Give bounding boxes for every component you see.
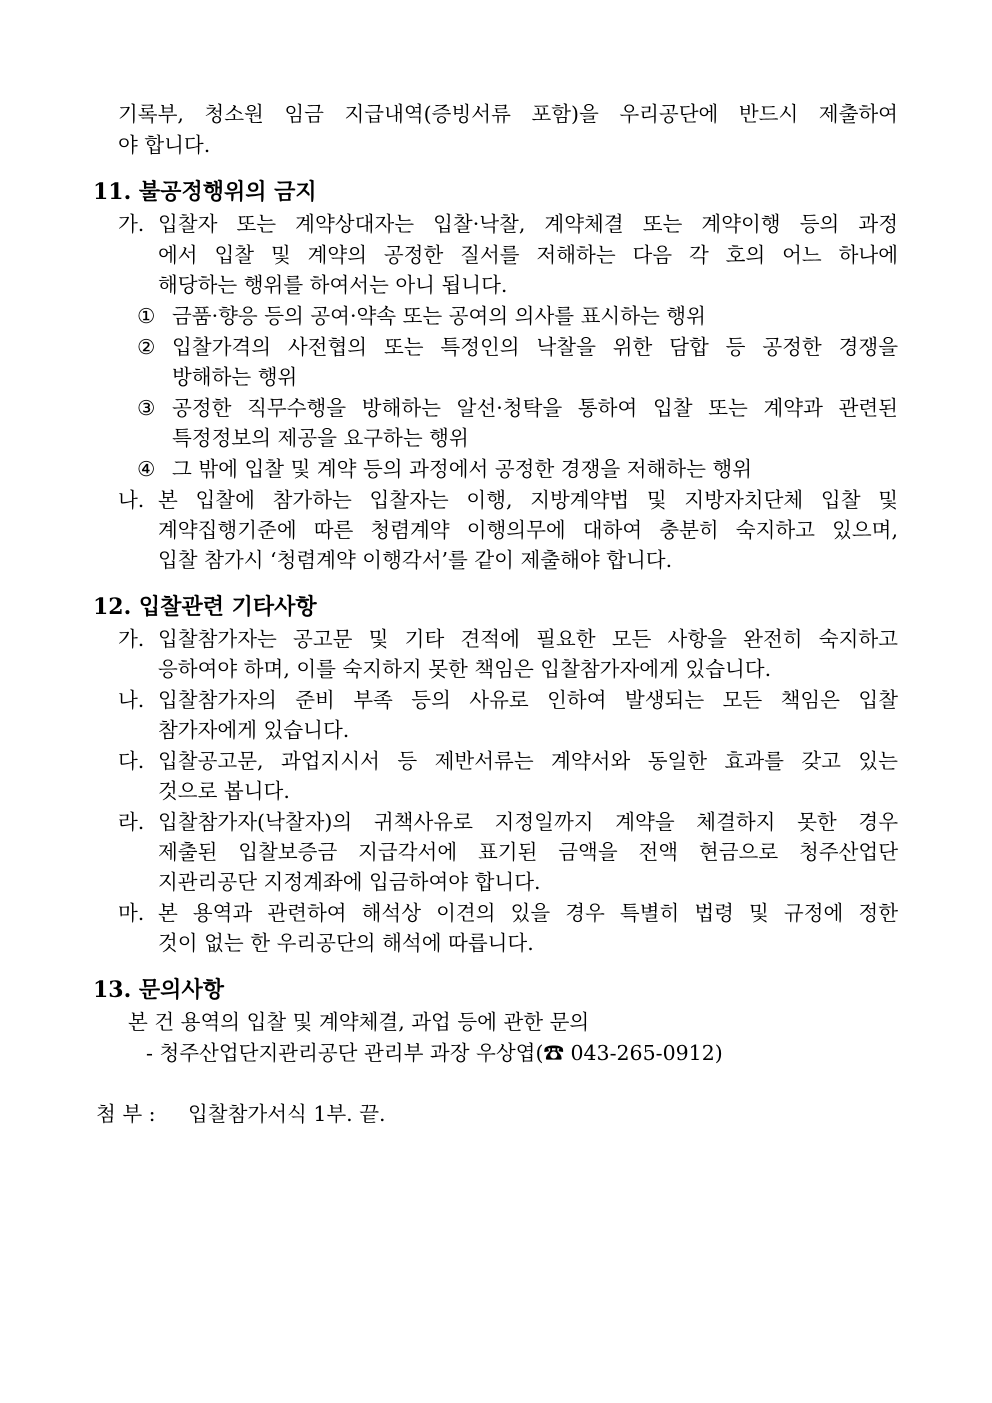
s12-da-line-1: 입찰공고문, 과업지시서 등 제반서류는 계약서와 동일한 효과를 갖고 있는 [158,749,898,773]
s12-ma-line-2: 것이 없는 한 우리공단의 해석에 따릅니다. [158,931,534,955]
attachment-text: 입찰참가서식 1부. 끝. [188,1102,386,1126]
section-12-title: 12. 입찰관련 기타사항 [93,594,317,620]
s11-item-2-marker: ② [137,335,156,359]
s12-ga-line-2: 응하여야 하며, 이를 숙지하지 못한 책임은 입찰참가자에게 있습니다. [158,657,772,681]
s11-na-line-1: 본 입찰에 참가하는 입찰자는 이행, 지방계약법 및 지방자치단체 입찰 및 [158,488,898,512]
intro-line-2: 야 합니다. [118,133,211,157]
s12-na-line-2: 참가자에게 있습니다. [158,718,350,742]
s12-ga-line-1: 입찰참가자는 공고문 및 기타 견적에 필요한 모든 사항을 완전히 숙지하고 [158,627,898,651]
s11-item-3-line-2: 특정정보의 제공을 요구하는 행위 [172,426,469,450]
s12-ra-line-1: 입찰참가자(낙찰자)의 귀책사유로 지정일까지 계약을 체결하지 못한 경우 [158,810,898,834]
s11-item-4-marker: ④ [137,457,156,481]
intro-line-1: 기록부, 청소원 임금 지급내역(증빙서류 포함)을 우리공단에 반드시 제출하여 [118,102,898,126]
s12-na-marker: 나. [118,688,145,712]
s11-ga-line-2: 에서 입찰 및 계약의 공정한 질서를 저해하는 다음 각 호의 어느 하나에 [158,243,898,267]
s11-item-2-line-2: 방해하는 행위 [172,365,298,389]
s11-na-line-3: 입찰 참가시 ‘청렴계약 이행각서’를 같이 제출해야 합니다. [158,548,673,572]
section-13-title: 13. 문의사항 [93,977,224,1003]
s12-ga-marker: 가. [118,627,145,651]
s11-item-1-line-1: 금품·향응 등의 공여·약속 또는 공여의 의사를 표시하는 행위 [172,304,706,328]
s11-item-4-line-1: 그 밖에 입찰 및 계약 등의 과정에서 공정한 경쟁을 저해하는 행위 [172,457,753,481]
s12-ra-line-2: 제출된 입찰보증금 지급각서에 표기된 금액을 전액 현금으로 청주산업단 [158,840,898,864]
s11-ga-line-1: 입찰자 또는 계약상대자는 입찰·낙찰, 계약체결 또는 계약이행 등의 과정 [158,212,898,236]
s12-ma-marker: 마. [118,901,145,925]
s11-item-3-marker: ③ [137,396,156,420]
s12-da-line-2: 것으로 봅니다. [158,779,290,803]
s11-ga-marker: 가. [118,212,145,236]
s12-na-line-1: 입찰참가자의 준비 부족 등의 사유로 인하여 발생되는 모든 책임은 입찰 [158,688,898,712]
s11-item-2-line-1: 입찰가격의 사전협의 또는 특정인의 낙찰을 위한 담합 등 공정한 경쟁을 [172,335,898,359]
s12-ra-line-3: 지관리공단 지정계좌에 입금하여야 합니다. [158,870,541,894]
s12-ma-line-1: 본 용역과 관련하여 해석상 이견의 있을 경우 특별히 법령 및 규정에 정한 [158,901,898,925]
s11-item-3-line-1: 공정한 직무수행을 방해하는 알선·청탁을 통하여 입찰 또는 계약과 관련된 [172,396,898,420]
s13-inquiry-line: 본 건 용역의 입찰 및 계약체결, 과업 등에 관한 문의 [128,1010,590,1034]
s11-item-1-marker: ① [137,304,156,328]
s12-da-marker: 다. [118,749,145,773]
s13-contact-line: - 청주산업단지관리공단 관리부 과장 우상엽(☎ 043-265-0912) [146,1041,723,1065]
s11-na-line-2: 계약집행기준에 따른 청렴계약 이행의무에 대하여 충분히 숙지하고 있으며, [158,518,898,542]
s11-na-marker: 나. [118,488,145,512]
s12-ra-marker: 라. [118,810,145,834]
section-11-title: 11. 불공정행위의 금지 [93,179,317,205]
s11-ga-line-3: 해당하는 행위를 하여서는 아니 됩니다. [158,273,508,297]
attachment-label: 첨 부 : [96,1102,156,1126]
